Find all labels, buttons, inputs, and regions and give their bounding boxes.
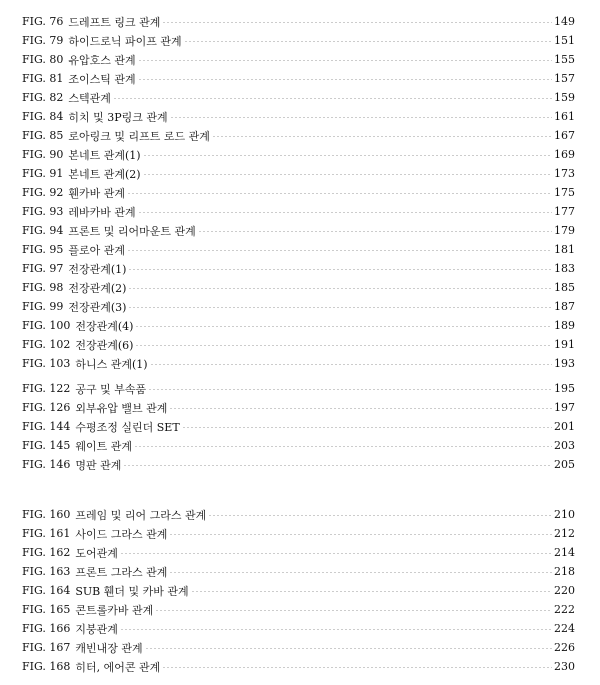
- page-number: 220: [554, 584, 575, 597]
- toc-entry[interactable]: [22, 221, 575, 240]
- page-number: 226: [554, 641, 575, 654]
- toc-entry[interactable]: [22, 600, 575, 619]
- entry-title: 본네트 관계(2): [68, 167, 141, 181]
- page-number: 175: [554, 186, 575, 199]
- toc-entry[interactable]: [22, 12, 575, 31]
- toc-entry[interactable]: [22, 126, 575, 145]
- toc-entry[interactable]: [22, 354, 575, 373]
- entry-title: 지붕관계: [75, 622, 118, 636]
- toc-entry[interactable]: [22, 455, 575, 474]
- toc-entry[interactable]: [22, 297, 575, 316]
- entry-title: 도어관계: [75, 546, 118, 560]
- toc-entry[interactable]: [22, 240, 575, 259]
- entry-title: 수평조정 실린더 SET: [75, 420, 180, 434]
- entry-title: 히터, 에어콘 관계: [75, 660, 161, 674]
- figure-number: FIG. 97: [22, 262, 64, 275]
- dot-leader: [120, 553, 552, 554]
- page-number: 193: [554, 357, 575, 370]
- toc-entry[interactable]: [22, 619, 575, 638]
- dot-leader: [182, 427, 552, 428]
- figure-number: FIG. 80: [22, 53, 64, 66]
- entry-title: 프레임 및 리어 그라스 관계: [75, 508, 207, 522]
- dot-leader: [184, 41, 552, 42]
- entry-title: 전장관계(1): [68, 262, 127, 276]
- figure-number: FIG. 165: [22, 603, 71, 616]
- dot-leader: [169, 408, 552, 409]
- figure-number: FIG. 167: [22, 641, 71, 654]
- figure-number: FIG. 94: [22, 224, 64, 237]
- toc-entry[interactable]: [22, 543, 575, 562]
- dot-leader: [170, 117, 552, 118]
- toc-entry[interactable]: [22, 31, 575, 50]
- dot-leader: [127, 193, 552, 194]
- figure-number: FIG. 95: [22, 243, 64, 256]
- dot-leader: [138, 60, 552, 61]
- dot-leader: [198, 231, 552, 232]
- toc-entry[interactable]: [22, 657, 575, 676]
- entry-title: 공구 및 부속품: [75, 382, 147, 396]
- figure-number: FIG. 85: [22, 129, 64, 142]
- page-number: 149: [554, 15, 575, 28]
- page-number: 161: [554, 110, 575, 123]
- page-number: 167: [554, 129, 575, 142]
- entry-title: 휀카바 관계: [68, 186, 126, 200]
- figure-number: FIG. 102: [22, 338, 71, 351]
- entry-title: 웨이트 관계: [75, 439, 133, 453]
- toc-entry[interactable]: [22, 183, 575, 202]
- dot-leader: [208, 515, 552, 516]
- dot-leader: [143, 174, 552, 175]
- dot-leader: [145, 648, 552, 649]
- page-number: 177: [554, 205, 575, 218]
- entry-title: 외부유압 밸브 관계: [75, 401, 168, 415]
- toc-entry[interactable]: [22, 145, 575, 164]
- toc-entry[interactable]: [22, 398, 575, 417]
- page-number: 214: [554, 546, 575, 559]
- page-number: 181: [554, 243, 575, 256]
- entry-title: 전장관계(3): [68, 300, 127, 314]
- dot-leader: [162, 667, 552, 668]
- toc-entry[interactable]: [22, 335, 575, 354]
- page-number: 189: [554, 319, 575, 332]
- dot-leader: [212, 136, 552, 137]
- figure-number: FIG. 81: [22, 72, 64, 85]
- page-number: 230: [554, 660, 575, 673]
- dot-leader: [150, 364, 552, 365]
- toc-entry[interactable]: [22, 69, 575, 88]
- page-number: 179: [554, 224, 575, 237]
- toc-entry[interactable]: [22, 259, 575, 278]
- dot-leader: [123, 465, 552, 466]
- page-number: 195: [554, 382, 575, 395]
- toc-entry[interactable]: [22, 88, 575, 107]
- page-number: 183: [554, 262, 575, 275]
- toc-entry[interactable]: [22, 436, 575, 455]
- dot-leader: [120, 629, 552, 630]
- page-number: 151: [554, 34, 575, 47]
- entry-title: 하이드로닉 파이프 관계: [68, 34, 182, 48]
- figure-number: FIG. 163: [22, 565, 71, 578]
- page-number: 224: [554, 622, 575, 635]
- figure-number: FIG. 91: [22, 167, 64, 180]
- dot-leader: [155, 610, 552, 611]
- toc-entry[interactable]: [22, 316, 575, 335]
- page-number: 155: [554, 53, 575, 66]
- figure-number: FIG. 126: [22, 401, 71, 414]
- toc-entry[interactable]: [22, 505, 575, 524]
- page-number: 173: [554, 167, 575, 180]
- dot-leader: [127, 250, 552, 251]
- page-number: 159: [554, 91, 575, 104]
- figure-number: FIG. 82: [22, 91, 64, 104]
- entry-title: 조이스틱 관계: [68, 72, 136, 86]
- page-number: 197: [554, 401, 575, 414]
- toc-group-3: [22, 505, 575, 676]
- figure-number: FIG. 168: [22, 660, 71, 673]
- dot-leader: [169, 572, 552, 573]
- dot-leader: [162, 22, 552, 23]
- page-number: 157: [554, 72, 575, 85]
- entry-title: 프론트 및 리어마운트 관계: [68, 224, 196, 238]
- entry-title: 히치 및 3P링크 관계: [68, 110, 168, 124]
- figure-number: FIG. 90: [22, 148, 64, 161]
- figure-number: FIG. 160: [22, 508, 71, 521]
- figure-number: FIG. 144: [22, 420, 71, 433]
- figure-number: FIG. 100: [22, 319, 71, 332]
- dot-leader: [135, 345, 552, 346]
- figure-number: FIG. 76: [22, 15, 64, 28]
- figure-number: FIG. 162: [22, 546, 71, 559]
- page-number: 212: [554, 527, 575, 540]
- entry-title: 전장관계(6): [75, 338, 134, 352]
- figure-number: FIG. 122: [22, 382, 71, 395]
- page-number: 210: [554, 508, 575, 521]
- entry-title: 유압호스 관계: [68, 53, 136, 67]
- toc-entry[interactable]: [22, 417, 575, 436]
- entry-title: 프론트 그라스 관계: [75, 565, 168, 579]
- entry-title: 드레프트 링크 관계: [68, 15, 161, 29]
- dot-leader: [113, 98, 552, 99]
- entry-title: 콘트롤카바 관계: [75, 603, 154, 617]
- figure-number: FIG. 92: [22, 186, 64, 199]
- toc-entry[interactable]: [22, 202, 575, 221]
- entry-title: 플로아 관계: [68, 243, 126, 257]
- figure-number: FIG. 164: [22, 584, 71, 597]
- dot-leader: [138, 79, 552, 80]
- dot-leader: [128, 269, 552, 270]
- dot-leader: [128, 288, 552, 289]
- toc-entry[interactable]: [22, 50, 575, 69]
- entry-title: 레바카바 관계: [68, 205, 136, 219]
- figure-number: FIG. 146: [22, 458, 71, 471]
- entry-title: 명판 관계: [75, 458, 122, 472]
- entry-title: 하니스 관계(1): [75, 357, 148, 371]
- entry-title: 로아링크 및 리프트 로드 관계: [68, 129, 210, 143]
- dot-leader: [148, 389, 552, 390]
- figure-number: FIG. 166: [22, 622, 71, 635]
- toc-entry[interactable]: [22, 107, 575, 126]
- page-number: 218: [554, 565, 575, 578]
- figure-number: FIG. 98: [22, 281, 64, 294]
- dot-leader: [128, 307, 552, 308]
- toc-entry[interactable]: [22, 164, 575, 183]
- figure-number: FIG. 145: [22, 439, 71, 452]
- entry-title: 사이드 그라스 관계: [75, 527, 168, 541]
- page-number: 203: [554, 439, 575, 452]
- dot-leader: [138, 212, 552, 213]
- toc-entry[interactable]: [22, 524, 575, 543]
- figure-number: FIG. 99: [22, 300, 64, 313]
- dot-leader: [169, 534, 552, 535]
- page-number: 222: [554, 603, 575, 616]
- dot-leader: [143, 155, 552, 156]
- page-number: 205: [554, 458, 575, 471]
- entry-title: 전장관계(4): [75, 319, 134, 333]
- figure-number: FIG. 161: [22, 527, 71, 540]
- toc-entry[interactable]: [22, 638, 575, 657]
- figure-number: FIG. 103: [22, 357, 71, 370]
- entry-title: 본네트 관계(1): [68, 148, 141, 162]
- dot-leader: [134, 446, 552, 447]
- toc-entry[interactable]: [22, 278, 575, 297]
- toc-entry[interactable]: [22, 581, 575, 600]
- entry-title: SUB 휀더 및 카바 관계: [75, 584, 189, 598]
- page-number: 191: [554, 338, 575, 351]
- dot-leader: [191, 591, 552, 592]
- page-number: 185: [554, 281, 575, 294]
- toc-group-2: [22, 379, 575, 474]
- toc-group-1: [22, 12, 575, 373]
- toc-entry[interactable]: [22, 379, 575, 398]
- dot-leader: [135, 326, 552, 327]
- figure-number: FIG. 79: [22, 34, 64, 47]
- entry-title: 스텍관계: [68, 91, 111, 105]
- page-number: 187: [554, 300, 575, 313]
- page-number: 201: [554, 420, 575, 433]
- figure-number: FIG. 84: [22, 110, 64, 123]
- entry-title: 캐빈내장 관계: [75, 641, 143, 655]
- entry-title: 전장관계(2): [68, 281, 127, 295]
- toc-entry[interactable]: [22, 562, 575, 581]
- page-number: 169: [554, 148, 575, 161]
- figure-number: FIG. 93: [22, 205, 64, 218]
